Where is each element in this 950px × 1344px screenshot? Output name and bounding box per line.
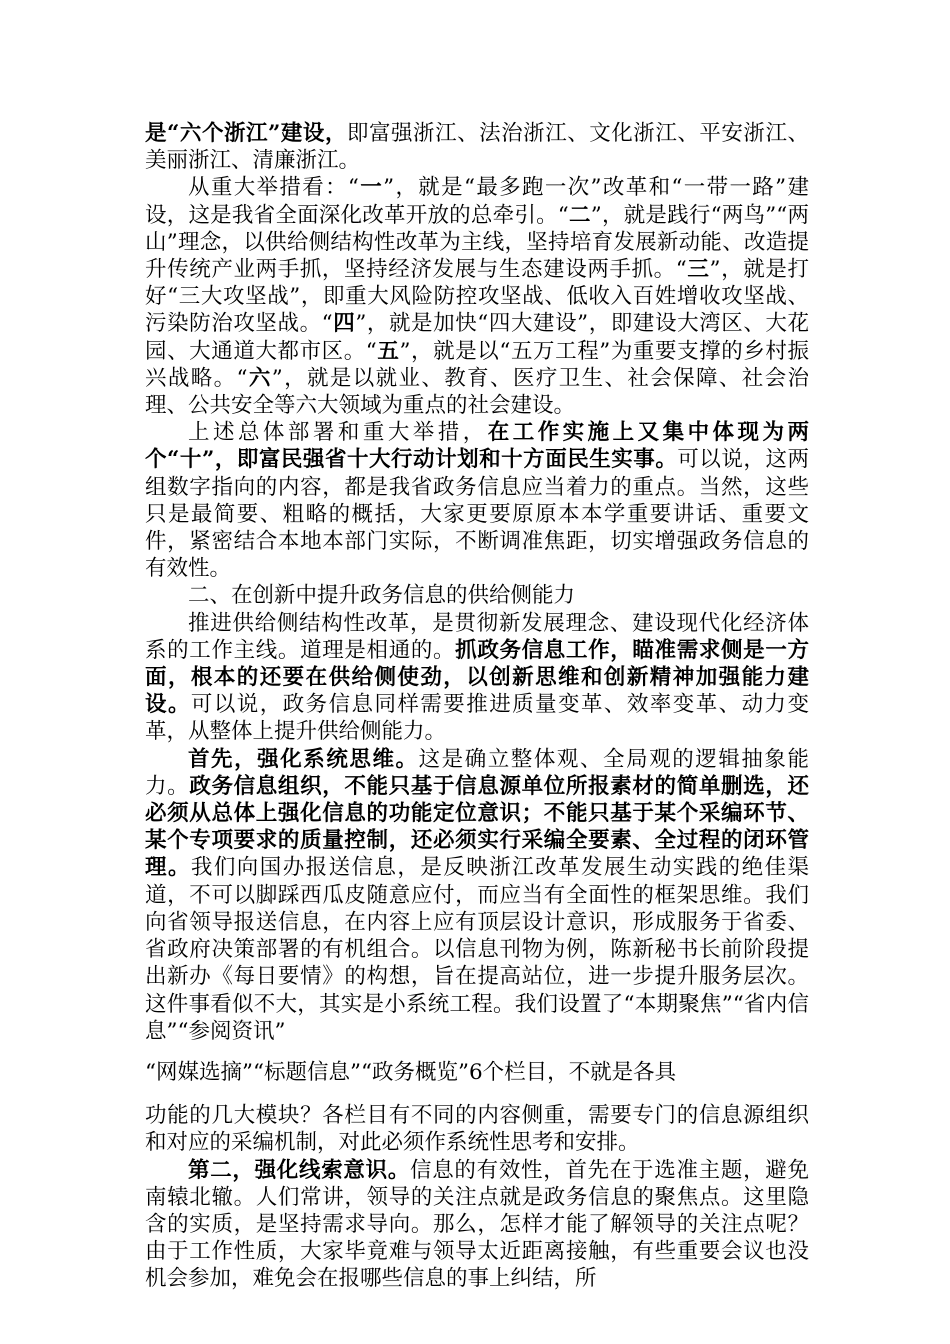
body-text: ”，就是加快“四大建设”，即建设大湾区、大花园、大通道大都市区。“ <box>145 311 809 364</box>
bold-text: 首先，强化系统思维。 <box>188 746 419 772</box>
body-text: 我们向国办报送信息，是反映浙江改革发展生动实践的绝佳渠道，不可以脚踩西瓜皮随意应付，而应当有全面性的框架思维。我们向省领导报送信息，在内容上应有顶层设计意识，形成服务于省委、省政府决策部署的有机组合。以信息刊物为例，陈新秘书长前阶段提出新办《每日要情》的构想，旨在提高站位，进一步提升服务层次。这件事看似不大，其实是小系统工程。我们设置了“本期聚焦”“省内信息”“参阅资讯” <box>145 855 809 1044</box>
bold-text: 在工作实施上又集中体现为两个“十”，即富民强省十大行动计划和十方面民生实事。 <box>145 420 809 473</box>
document-body <box>145 120 809 1293</box>
bold-text: 是“六个浙江”建设， <box>145 121 347 146</box>
paragraph <box>145 1102 809 1156</box>
body-text: 二、在创新中提升政务信息的供给侧能力 <box>188 583 576 609</box>
bold-text: 抓政务信息工作，瞄准需求侧是一方面，根本的还要在供给侧使劲，以创新思维和创新精神加强能力建设。 <box>145 637 809 718</box>
paragraph <box>145 582 809 609</box>
paragraph <box>145 1059 809 1086</box>
bold-text: 政务信息组织，不能只基于信息源单位所报素材的简单删选，还必须从总体上强化信息的功能定位意识；不能只基于某个采编环节、某个专项要求的质量控制，还必须实行采编全要素、全过程的闭环管理。 <box>145 773 809 881</box>
body-text: 信息的有效性，首先在于选准主题，避免南辕北辙。人们常讲，领导的关注点就是政务信息的聚焦点。这里隐含的实质，是坚持需求导向。那么，怎样才能了解领导的关注点呢？由于工作性质，大家毕竟难与领导太近距离接触，有些重要会议也没机会参加，难免会在报哪些信息的事上纠结，所 <box>145 1157 809 1292</box>
bold-text: 二 <box>568 202 591 228</box>
body-text: 即富强浙江、法治浙江、文化浙江、平安浙江、美丽浙江、清廉浙江。 <box>145 121 809 174</box>
paragraph <box>145 746 809 1045</box>
bold-text: 第二，强化线索意识。 <box>188 1157 411 1183</box>
bold-text: 一 <box>358 175 384 201</box>
body-text: 推进供给侧结构性改革，是贯彻新发展理念、建设现代化经济体系的工作主线。道理是相通的。 <box>145 610 809 663</box>
body-text: 这是确立整体观、全局观的逻辑抽象能力。 <box>145 746 809 799</box>
body-text: ”，就是以就业、教育、医疗卫生、社会保障、社会治理、公共安全等六大领域为重点的社会建设。 <box>145 365 809 419</box>
bold-text: 六 <box>247 365 272 391</box>
body-text: “网媒选摘”“标题信息”“政务概览”6个栏目，不就是各具 <box>145 1059 677 1085</box>
body-text: 可以说，这两组数字指向的内容，都是我省政务信息应当着力的重点。当然，这些只是最简要、粗略的概括，大家更要原原本本学重要讲话、重要文件，紧密结合本地本部门实际，不断调准焦距，切实增强政务信息的有效性。 <box>145 447 809 582</box>
paragraph <box>145 120 809 174</box>
body-text: ”，就是打好“三大攻坚战”，即重大风险防控攻坚战、低收入百姓增收攻坚战、污染防治攻坚战。“ <box>145 257 809 337</box>
bold-text: 三 <box>686 257 710 283</box>
body-text: 可以说，政务信息同样需要推进质量变革、效率变革、动力变革，从整体上提升供给侧能力。 <box>145 692 809 745</box>
paragraph <box>145 174 809 419</box>
paragraph <box>145 1157 809 1293</box>
body-text: ”，就是以“五万工程”为重要支撑的乡村振兴战略。“ <box>145 338 809 391</box>
paragraph <box>145 610 809 746</box>
body-text: 上述总体部署和重大举措， <box>188 420 488 446</box>
body-text: 从重大举措看：“ <box>188 175 359 201</box>
body-text: ”，就是“最多跑一次”改革和“一带一路”建设，这是我省全面深化改革开放的总牵引。“ <box>145 175 809 228</box>
bold-text: 四 <box>332 311 356 337</box>
body-text: ”，就是践行“两鸟”“两山”理念，以供给侧结构性改革为主线，坚持培育发展新动能、改造提升传统产业两手抓，坚持经济发展与生态建设两手抓。“ <box>145 202 809 283</box>
bold-text: 五 <box>376 338 400 364</box>
body-text: 功能的几大模块？各栏目有不同的内容侧重，需要专门的信息源组织和对应的采编机制，对此必须作系统性思考和安排。 <box>145 1103 809 1156</box>
paragraph <box>145 419 809 582</box>
